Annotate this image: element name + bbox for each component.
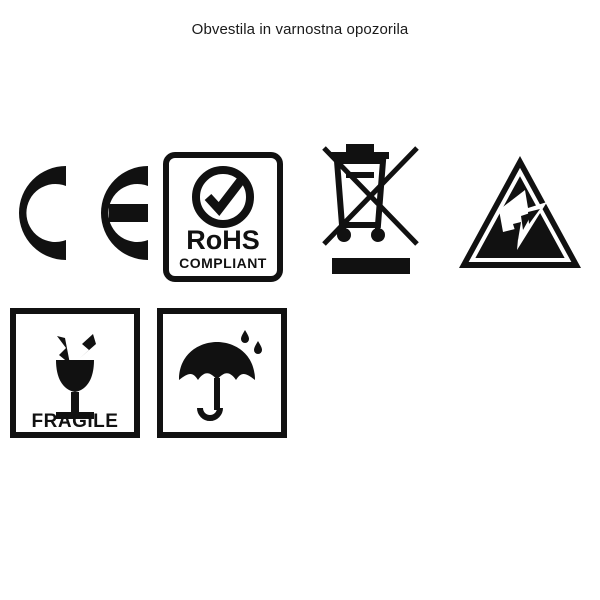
page-title: Obvestila in varnostna opozorila [191, 21, 409, 38]
svg-text:FRAGILE: FRAGILE [31, 411, 119, 432]
svg-text:COMPLIANT: COMPLIANT [179, 255, 267, 271]
weee-crossed-out-wheelie-bin-icon [318, 140, 423, 295]
ce-marking-icon [8, 158, 158, 268]
fragile-broken-glass-icon [10, 308, 140, 438]
svg-text:RoHS: RoHS [186, 225, 260, 255]
rohs-compliant-icon [163, 152, 283, 282]
esd-sensitive-device-warning-icon [455, 150, 585, 280]
keep-dry-umbrella-icon [157, 308, 287, 438]
